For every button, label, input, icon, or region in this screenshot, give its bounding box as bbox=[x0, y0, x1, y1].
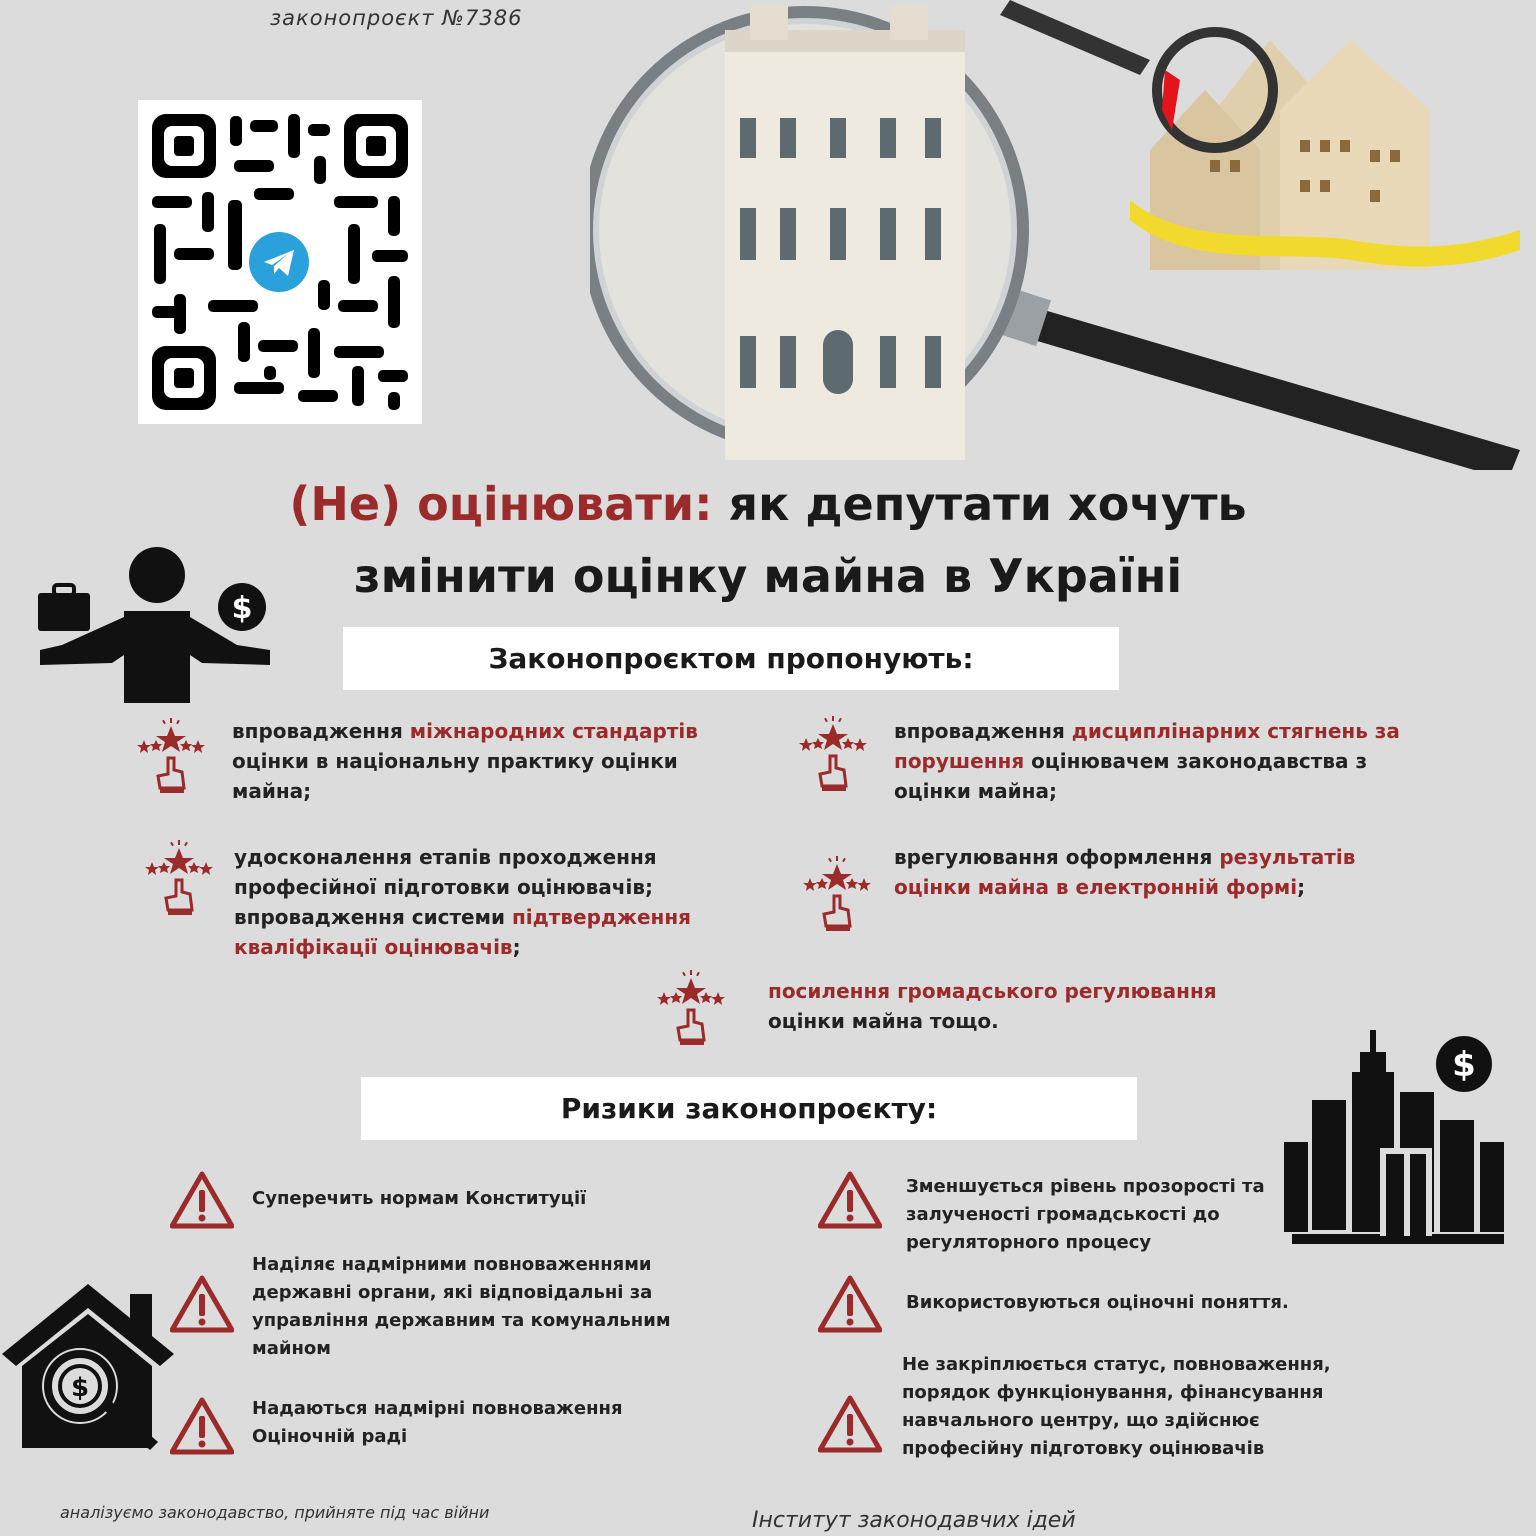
warning-icon bbox=[818, 1170, 882, 1234]
title-line2: змінити оцінку майна в Україні bbox=[353, 549, 1183, 603]
proposal-item bbox=[768, 976, 1268, 1036]
warning-icon bbox=[170, 1274, 234, 1338]
proposal-accent: посилення громадського регулювання bbox=[768, 979, 1217, 1003]
proposal-accent: міжнародних стандартів bbox=[409, 719, 698, 743]
proposal-accent: підтвердження кваліфікації оцінювачів bbox=[234, 905, 692, 959]
proposal-text: оцінювачем законодавства з оцінки майна; bbox=[894, 749, 1368, 803]
star-hand-icon bbox=[792, 716, 876, 798]
risk-item: Використовуються оціночні поняття. bbox=[906, 1292, 1289, 1313]
footer-tagline: аналізуємо законодавство, прийняте під час війни bbox=[60, 1503, 490, 1522]
title-accent: (Не) оцінювати: bbox=[289, 477, 713, 531]
risk-item: Не закріплюється статус, повноваження, порядок функціонування, фінансування навчального центру, що здійснює професійну підготовку оцінювачів bbox=[902, 1354, 1331, 1459]
proposal-item bbox=[894, 716, 1424, 806]
proposal-text: удосконалення етапів проходження професійної підготовки оцінювачів; впровадження системи bbox=[234, 845, 657, 929]
proposal-accent: результатів оцінки майна в електронній формі bbox=[894, 845, 1356, 899]
proposal-text: ; bbox=[1297, 875, 1306, 899]
building-illustration bbox=[725, 5, 965, 460]
risk-item: Зменшується рівень прозорості та залученості громадськості до регуляторного процесу bbox=[906, 1176, 1265, 1253]
proposal-text: врегулювання оформлення bbox=[894, 845, 1220, 869]
title-rest-line1: як депутати хочуть bbox=[712, 477, 1247, 531]
proposal-text: ; bbox=[512, 935, 521, 959]
star-hand-icon bbox=[130, 718, 214, 800]
bill-number: законопроєкт №7386 bbox=[270, 6, 523, 30]
warning-icon bbox=[170, 1396, 234, 1460]
houses-icon bbox=[1000, 0, 1520, 270]
warning-icon bbox=[818, 1274, 882, 1338]
house-search-icon bbox=[0, 1280, 175, 1460]
risks-heading: Ризики законопроєкту: bbox=[361, 1077, 1137, 1140]
page-title bbox=[180, 468, 1356, 612]
proposal-item bbox=[232, 716, 742, 806]
footer-organization: Інститут законодавчих ідей bbox=[752, 1508, 1076, 1533]
svg-text:$: $ bbox=[1452, 1045, 1476, 1085]
risk-item: Наділяє надмірними повноваженнями державні органи, які відповідальні за управління державним та комунальним майном bbox=[252, 1254, 671, 1359]
star-hand-icon bbox=[138, 840, 222, 922]
proposal-text: оцінки майна тощо. bbox=[768, 1009, 999, 1033]
warning-icon bbox=[818, 1394, 882, 1458]
qr-code[interactable] bbox=[138, 100, 422, 424]
star-hand-icon bbox=[650, 970, 734, 1052]
risk-item: Надаються надмірні повноваження Оціночній раді bbox=[252, 1398, 623, 1447]
proposal-text: оцінки в національну практику оцінки майна; bbox=[232, 749, 678, 803]
risk-item: Суперечить нормам Конституції bbox=[252, 1188, 587, 1209]
svg-text:$: $ bbox=[70, 1373, 90, 1403]
proposal-item bbox=[234, 842, 744, 962]
magnifier-building-illustration bbox=[590, 0, 1536, 470]
telegram-icon bbox=[249, 232, 309, 292]
proposal-item bbox=[894, 842, 1414, 902]
svg-text:$: $ bbox=[231, 591, 253, 626]
star-hand-icon bbox=[796, 856, 880, 938]
proposal-text: впровадження bbox=[232, 719, 410, 743]
proposal-text: впровадження bbox=[894, 719, 1072, 743]
warning-icon bbox=[170, 1170, 234, 1234]
proposals-heading: Законопроєктом пропонують: bbox=[343, 627, 1119, 690]
person-balance-icon bbox=[32, 545, 277, 705]
proposal-accent: дисциплінарних стягнень за порушення bbox=[894, 719, 1400, 773]
